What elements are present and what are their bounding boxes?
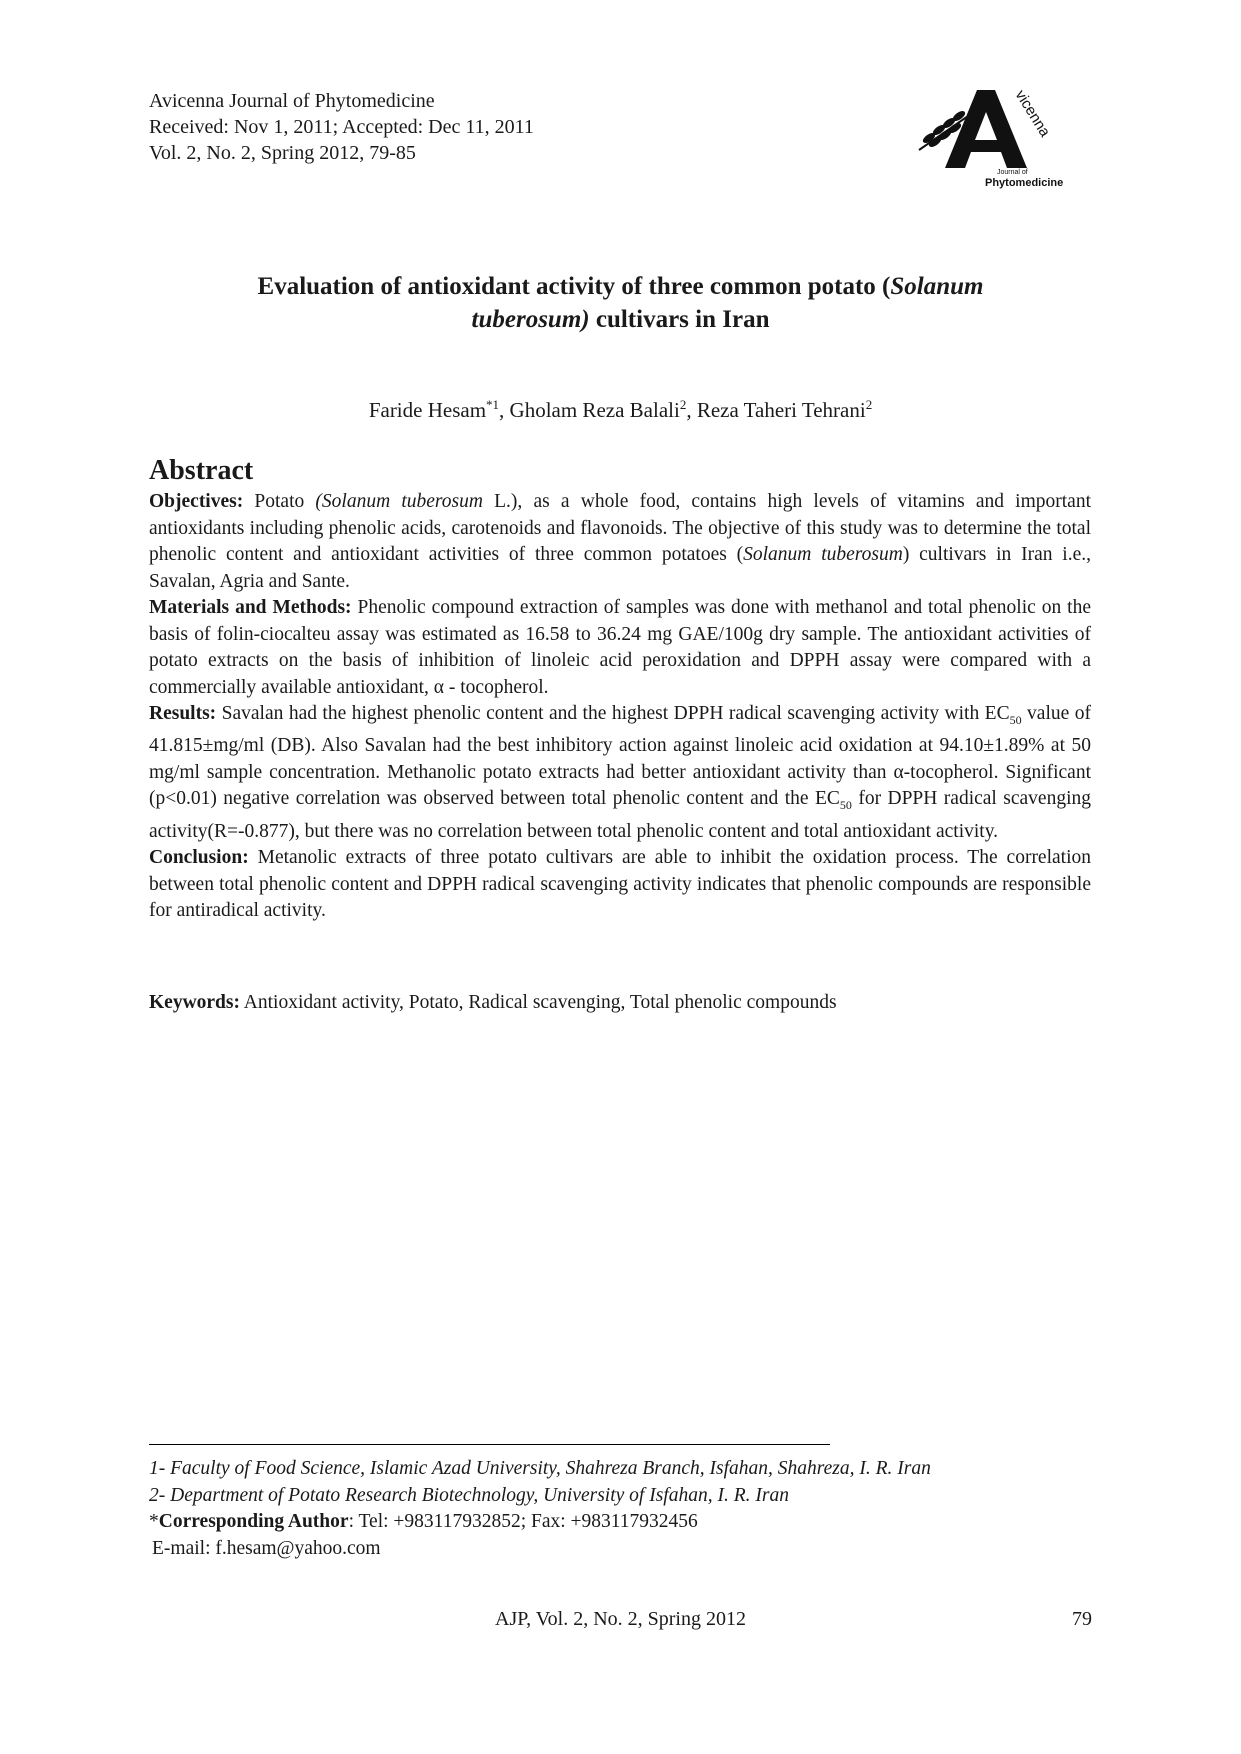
abstract-body [149,489,1091,925]
journal-header [149,88,534,166]
title-species-2: tuberosum) [471,306,590,333]
author-1: Faride Hesam [368,398,487,422]
abstract-conclusion: Conclusion: Metanolic extracts of three potato cultivars are able to inhibit the oxidation process. The correlation between total phenolic content and DPPH radical scavenging activity indicates that phenolic compounds are responsible for antiradical activity. [149,847,1091,922]
keywords-text: Antioxidant activity, Potato, Radical scavenging, Total phenolic compounds [240,992,837,1013]
abstract-heading: Abstract [149,455,254,486]
avicenna-logo [915,80,1064,190]
page-number: 79 [1072,1608,1092,1630]
abstract-objectives: Objectives: Potato (Solanum tuberosum L.), as a whole food, contains high levels of vitamins and important antioxidants including phenolic acids, carotenoids and flavonoids. The objective of this study was to determine the total phenolic content and antioxidant activities of three common potatoes (Solanum tuberosum) cultivars in Iran i.e., Savalan, Agria and Sante. [149,491,1092,592]
received-accepted-dates: Received: Nov 1, 2011; Accepted: Dec 11, 2011 [149,116,534,138]
abstract-methods: Materials and Methods: Phenolic compound extraction of samples was done with methanol and total phenolic on the basis of folin-ciocalteu assay was estimated as 16.58 to 36.24 mg GAE/100g dry sample. The antioxidant activities of potato extracts on the basis of inhibition of linoleic acid peroxidation and DPPH assay were compared with a commercially available antioxidant, α - tocopherol. [149,597,1091,698]
corresponding-author: *Corresponding Author: Tel: +983117932852; Fax: +983117932456 [149,1511,698,1532]
author-email: E-mail: f.hesam@yahoo.com [152,1537,381,1559]
footnotes [149,1456,1109,1562]
paper-title: Evaluation of antioxidant activity of three common potato (Solanum tuberosum) cultivars in Iran [257,273,984,333]
logo-vicenna: vicenna [1011,87,1054,140]
affiliation-2: 2- Department of Potato Research Biotechnology, University of Isfahan, I. R. Iran [149,1484,789,1506]
abstract-results: Results: Savalan had the highest phenolic content and the highest DPPH radical scavenging activity with $EC_{50}$ value of 41.815±mg/ml (DB). Also Savalan had the best inhibitory action against linoleic acid oxidation at 94.10±1.89% at 50 mg/ml sample concentration. Methanolic potato extracts had better antioxidant activity than α-tocopherol. Significant (p<0.01) negative correlation was observed between total phenolic content and the $EC_{50}$ for DPPH radical scavenging activity(R=-0.877), but there was no correlation between total phenolic content and total antioxidant activity. [149,703,1091,842]
volume-info: Vol. 2, No. 2, Spring 2012, 79-85 [149,142,416,164]
keywords-label: Keywords: [149,992,240,1013]
logo-phytomedicine: Phytomedicine [985,177,1064,189]
logo-journal-of: Journal of [997,169,1028,176]
journal-name: Avicenna Journal of Phytomedicine [149,90,435,112]
title-species: Solanum [890,273,984,300]
footnote-divider [149,1444,830,1445]
author-list: Faride Hesam$^{*1}$, Gholam Reza Balali$^2$, Reza Taheri Tehrani$^2$ [368,397,873,422]
keywords [149,990,1091,1016]
affiliation-1: 1- Faculty of Food Science, Islamic Azad University, Shahreza Branch, Isfahan, Shahreza, I. R. Iran [149,1458,931,1479]
author-3: , Reza Taheri Tehrani [686,398,866,422]
author-2: , Gholam Reza Balali [499,398,680,422]
footer-journal: AJP, Vol. 2, No. 2, Spring 2012 [495,1608,746,1630]
